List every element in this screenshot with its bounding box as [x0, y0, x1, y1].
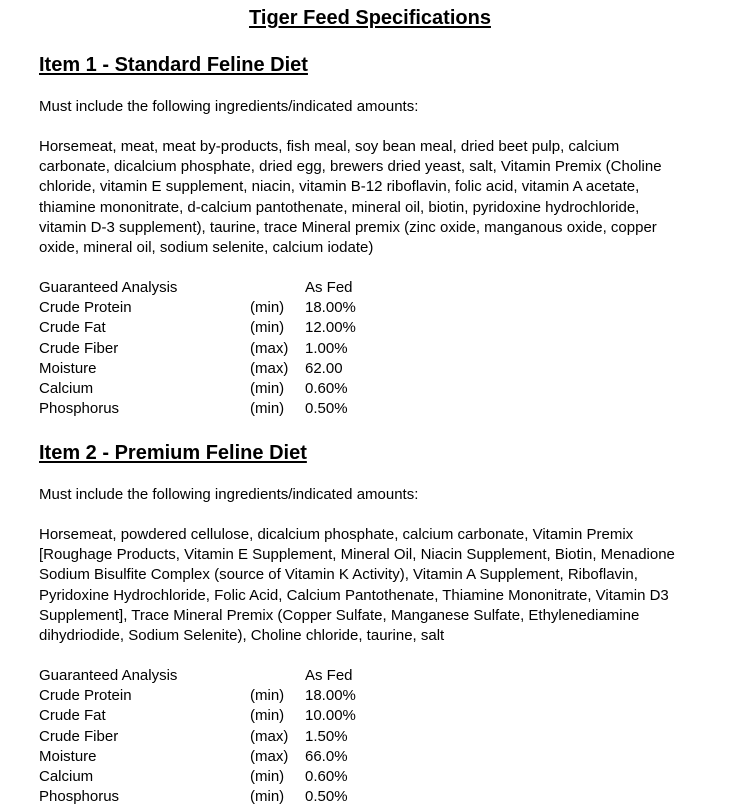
- analysis-header-value: As Fed: [305, 279, 353, 296]
- ingredient-line: Sodium Bisulfite Complex (source of Vitamin K Activity), Vitamin A Supplement, Riboflavin,: [39, 566, 638, 584]
- analysis-header-label: Guaranteed Analysis: [39, 279, 178, 296]
- ingredient-line: dihydriodide, Sodium Selenite), Choline chloride, taurine, salt: [39, 627, 445, 645]
- analysis-row: [39, 359, 439, 379]
- item-2-guaranteed-analysis: [39, 666, 439, 807]
- ingredient-line: [Roughage Products, Vitamin E Supplement, Mineral Oil, Niacin Supplement, Biotin, Menadione: [39, 546, 675, 564]
- nutrient-qualifier: (min): [250, 319, 285, 337]
- analysis-row: [39, 767, 439, 787]
- nutrient-qualifier: (min): [250, 687, 285, 705]
- analysis-row: [39, 787, 439, 807]
- ingredient-line: Horsemeat, meat, meat by-products, fish meal, soy bean meal, dried beet pulp, calcium: [39, 138, 620, 155]
- analysis-header-value: As Fed: [305, 667, 353, 684]
- document-title: Tiger Feed Specifications: [249, 7, 491, 29]
- analysis-row: [39, 686, 439, 706]
- analysis-header-label: Guaranteed Analysis: [39, 667, 178, 684]
- nutrient-name: Calcium: [39, 767, 94, 785]
- analysis-row: [39, 399, 439, 419]
- nutrient-value: 62.00: [305, 359, 343, 377]
- nutrient-value: 0.60%: [305, 379, 348, 397]
- nutrient-name: Calcium: [39, 379, 94, 397]
- nutrient-value: 1.00%: [305, 339, 348, 357]
- nutrient-name: Crude Fat: [39, 319, 106, 337]
- item-1-ingredients: [39, 137, 739, 258]
- nutrient-qualifier: (min): [250, 767, 285, 785]
- nutrient-qualifier: (min): [250, 788, 285, 806]
- ingredient-line: thiamine mononitrate, d-calcium pantothenate, mineral oil, biotin, pyridoxine hydrochloride,: [39, 198, 640, 216]
- ingredient-line: carbonate, dicalcium phosphate, dried egg, brewers dried yeast, salt, Vitamin Premix (Choline: [39, 158, 662, 176]
- nutrient-qualifier: (max): [250, 727, 289, 745]
- ingredient-line: Supplement], Trace Mineral Premix (Copper Sulfate, Manganese Sulfate, Ethylenediamine: [39, 606, 640, 624]
- analysis-row: [39, 727, 439, 747]
- ingredient-line: Pyridoxine Hydrochloride, Folic Acid, Calcium Pantothenate, Thiamine Mononitrate, Vitamin D3: [39, 586, 669, 604]
- ingredient-line: vitamin D-3 supplement), taurine, trace Mineral premix (zinc oxide, manganous oxide, copper: [39, 218, 657, 236]
- nutrient-name: Phosphorus: [39, 788, 120, 806]
- item-1-intro: Must include the following ingredients/indicated amounts:: [39, 98, 419, 115]
- item-1-guaranteed-analysis: [39, 278, 439, 419]
- analysis-row: [39, 298, 439, 318]
- item-2-intro: Must include the following ingredients/indicated amounts:: [39, 486, 419, 503]
- nutrient-qualifier: (max): [250, 339, 289, 357]
- item-1-heading: Item 1 - Standard Feline Diet: [39, 54, 308, 76]
- analysis-row: [39, 318, 439, 338]
- nutrient-value: 0.50%: [305, 400, 348, 418]
- analysis-row: [39, 379, 439, 399]
- nutrient-qualifier: (min): [250, 400, 285, 418]
- nutrient-value: 0.50%: [305, 788, 348, 806]
- nutrient-qualifier: (min): [250, 379, 285, 397]
- nutrient-name: Moisture: [39, 359, 97, 377]
- ingredient-line: Horsemeat, powdered cellulose, dicalcium phosphate, calcium carbonate, Vitamin Premix: [39, 526, 634, 543]
- nutrient-value: 1.50%: [305, 727, 348, 745]
- nutrient-value: 18.00%: [305, 687, 356, 705]
- nutrient-qualifier: (min): [250, 707, 285, 725]
- nutrient-value: 10.00%: [305, 707, 356, 725]
- nutrient-qualifier: (min): [250, 299, 285, 317]
- analysis-header-row: [39, 666, 439, 686]
- analysis-header-row: [39, 278, 439, 298]
- ingredient-line: oxide, mineral oil, sodium selenite, calcium iodate): [39, 239, 374, 257]
- item-2-ingredients: [39, 525, 739, 646]
- nutrient-name: Crude Fat: [39, 707, 106, 725]
- nutrient-value: 0.60%: [305, 767, 348, 785]
- nutrient-name: Crude Protein: [39, 299, 132, 317]
- nutrient-qualifier: (max): [250, 359, 289, 377]
- nutrient-qualifier: (max): [250, 747, 289, 765]
- nutrient-name: Phosphorus: [39, 400, 120, 418]
- nutrient-name: Crude Fiber: [39, 727, 119, 745]
- analysis-row: [39, 339, 439, 359]
- nutrient-name: Moisture: [39, 747, 97, 765]
- nutrient-value: 18.00%: [305, 299, 356, 317]
- item-2-heading: Item 2 - Premium Feline Diet: [39, 442, 307, 464]
- nutrient-name: Crude Fiber: [39, 339, 119, 357]
- nutrient-name: Crude Protein: [39, 687, 132, 705]
- nutrient-value: 66.0%: [305, 747, 348, 765]
- analysis-row: [39, 706, 439, 726]
- nutrient-value: 12.00%: [305, 319, 356, 337]
- analysis-row: [39, 747, 439, 767]
- ingredient-line: chloride, vitamin E supplement, niacin, vitamin B-12 riboflavin, folic acid, vitamin A acetate,: [39, 178, 640, 196]
